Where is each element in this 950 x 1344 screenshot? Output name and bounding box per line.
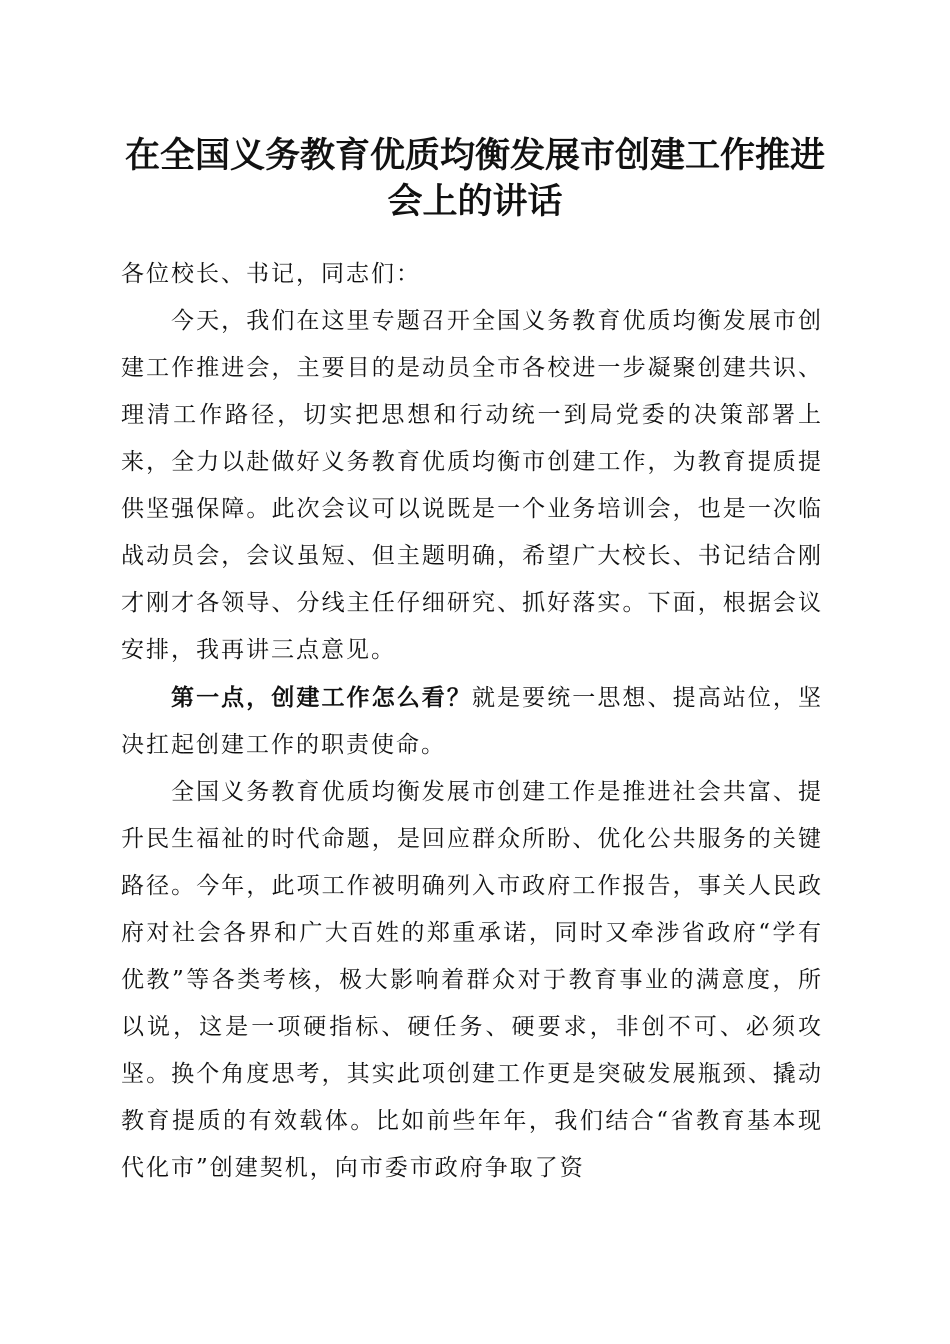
point-one-heading: 第一点，创建工作怎么看？: [171, 684, 472, 711]
paragraph-point-one: [121, 674, 823, 769]
title-line-2: 会上的讲话: [387, 181, 563, 222]
document-body: [121, 251, 823, 1192]
title-line-1: 在全国义务教育优质均衡发展市创建工作推进: [124, 135, 825, 176]
point-one-summary: 就是要统一思想、提高站位，坚决扛起创建工作的职责使命。: [121, 685, 824, 758]
document-title: [100, 133, 850, 225]
paragraph-intro: 今天，我们在这里专题召开全国义务教育优质均衡发展市创建工作推进会，主要目的是动员全市各校进一步凝聚创建共识、理清工作路径，切实把思想和行动统一到局党委的决策部署上来，全力以赴做好义务教育优质均衡市创建工作，为教育提质提供坚强保障。此次会议可以说既是一个业务培训会，也是一次临战动员会，会议虽短、但主题明确，希望广大校长、书记结合刚才刚才各领导、分线主任仔细研究、抓好落实。下面，根据会议安排，我再讲三点意见。: [121, 308, 823, 663]
salutation: 各位校长、书记，同志们：: [121, 261, 421, 287]
paragraph-point-one-body: 全国义务教育优质均衡发展市创建工作是推进社会共富、提升民生福祉的时代命题，是回应群众所盼、优化公共服务的关键路径。今年，此项工作被明确列入市政府工作报告，事关人民政府对社会各界和广大百姓的郑重承诺，同时又牵涉省政府“学有优教”等各类考核，极大影响着群众对于教育事业的满意度，所以说，这是一项硬指标、硬任务、硬要求，非创不可、必须攻坚。换个角度思考，其实此项创建工作更是突破发展瓶颈、撬动教育提质的有效载体。比如前些年年，我们结合“省教育基本现代化市”创建契机，向市委市政府争取了资: [121, 779, 823, 1181]
